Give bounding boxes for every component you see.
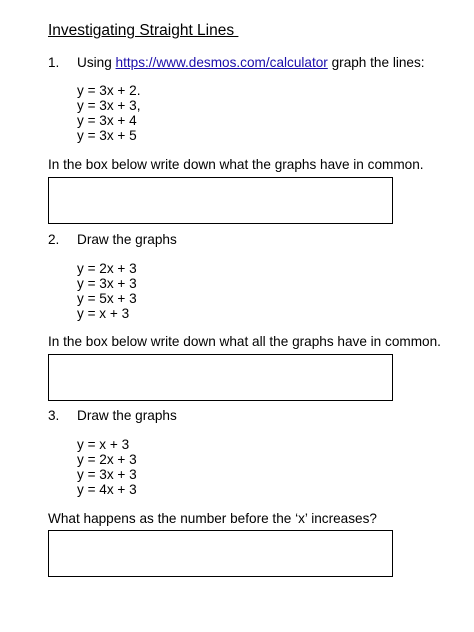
q3-equation: y = x + 3	[77, 437, 130, 452]
q3-instruction: Draw the graphs	[77, 408, 177, 423]
q3-answer-box[interactable]	[48, 530, 393, 577]
q2-instruction: Draw the graphs	[77, 232, 177, 247]
q3-equation: y = 3x + 3	[77, 467, 137, 482]
q2-number: 2.	[48, 232, 60, 247]
desmos-link[interactable]: https://www.desmos.com/calculator	[115, 55, 328, 70]
q1-suffix: graph the lines:	[327, 55, 425, 70]
q1-number: 1.	[48, 55, 60, 70]
q1-equation: y = 3x + 2.	[77, 83, 141, 98]
q1-answer-box[interactable]	[48, 177, 393, 224]
q1-equation: y = 3x + 3,	[77, 98, 141, 113]
q1-equation: y = 3x + 4	[77, 113, 137, 128]
q1-prefix: Using	[77, 55, 116, 70]
q2-equation: y = x + 3	[77, 306, 130, 321]
q3-prompt: What happens as the number before the ‘x’ increases?	[48, 511, 377, 526]
q1-prompt: In the box below write down what the graphs have in common.	[48, 157, 424, 172]
q1-equation: y = 3x + 5	[77, 128, 137, 143]
q1-equation-list	[77, 83, 140, 143]
page-title: Investigating Straight Lines	[48, 22, 239, 39]
q3-equation-list	[77, 437, 137, 497]
q2-equation: y = 5x + 3	[77, 291, 137, 306]
q3-number: 3.	[48, 408, 60, 423]
q2-equation: y = 2x + 3	[77, 261, 137, 276]
q2-prompt: In the box below write down what all the graphs have in common.	[48, 334, 441, 349]
q3-equation: y = 4x + 3	[77, 482, 137, 497]
q2-answer-box[interactable]	[48, 354, 393, 401]
q3-equation: y = 2x + 3	[77, 452, 137, 467]
q2-equation-list	[77, 261, 137, 321]
q2-equation: y = 3x + 3	[77, 276, 137, 291]
q1-instruction	[77, 55, 425, 70]
